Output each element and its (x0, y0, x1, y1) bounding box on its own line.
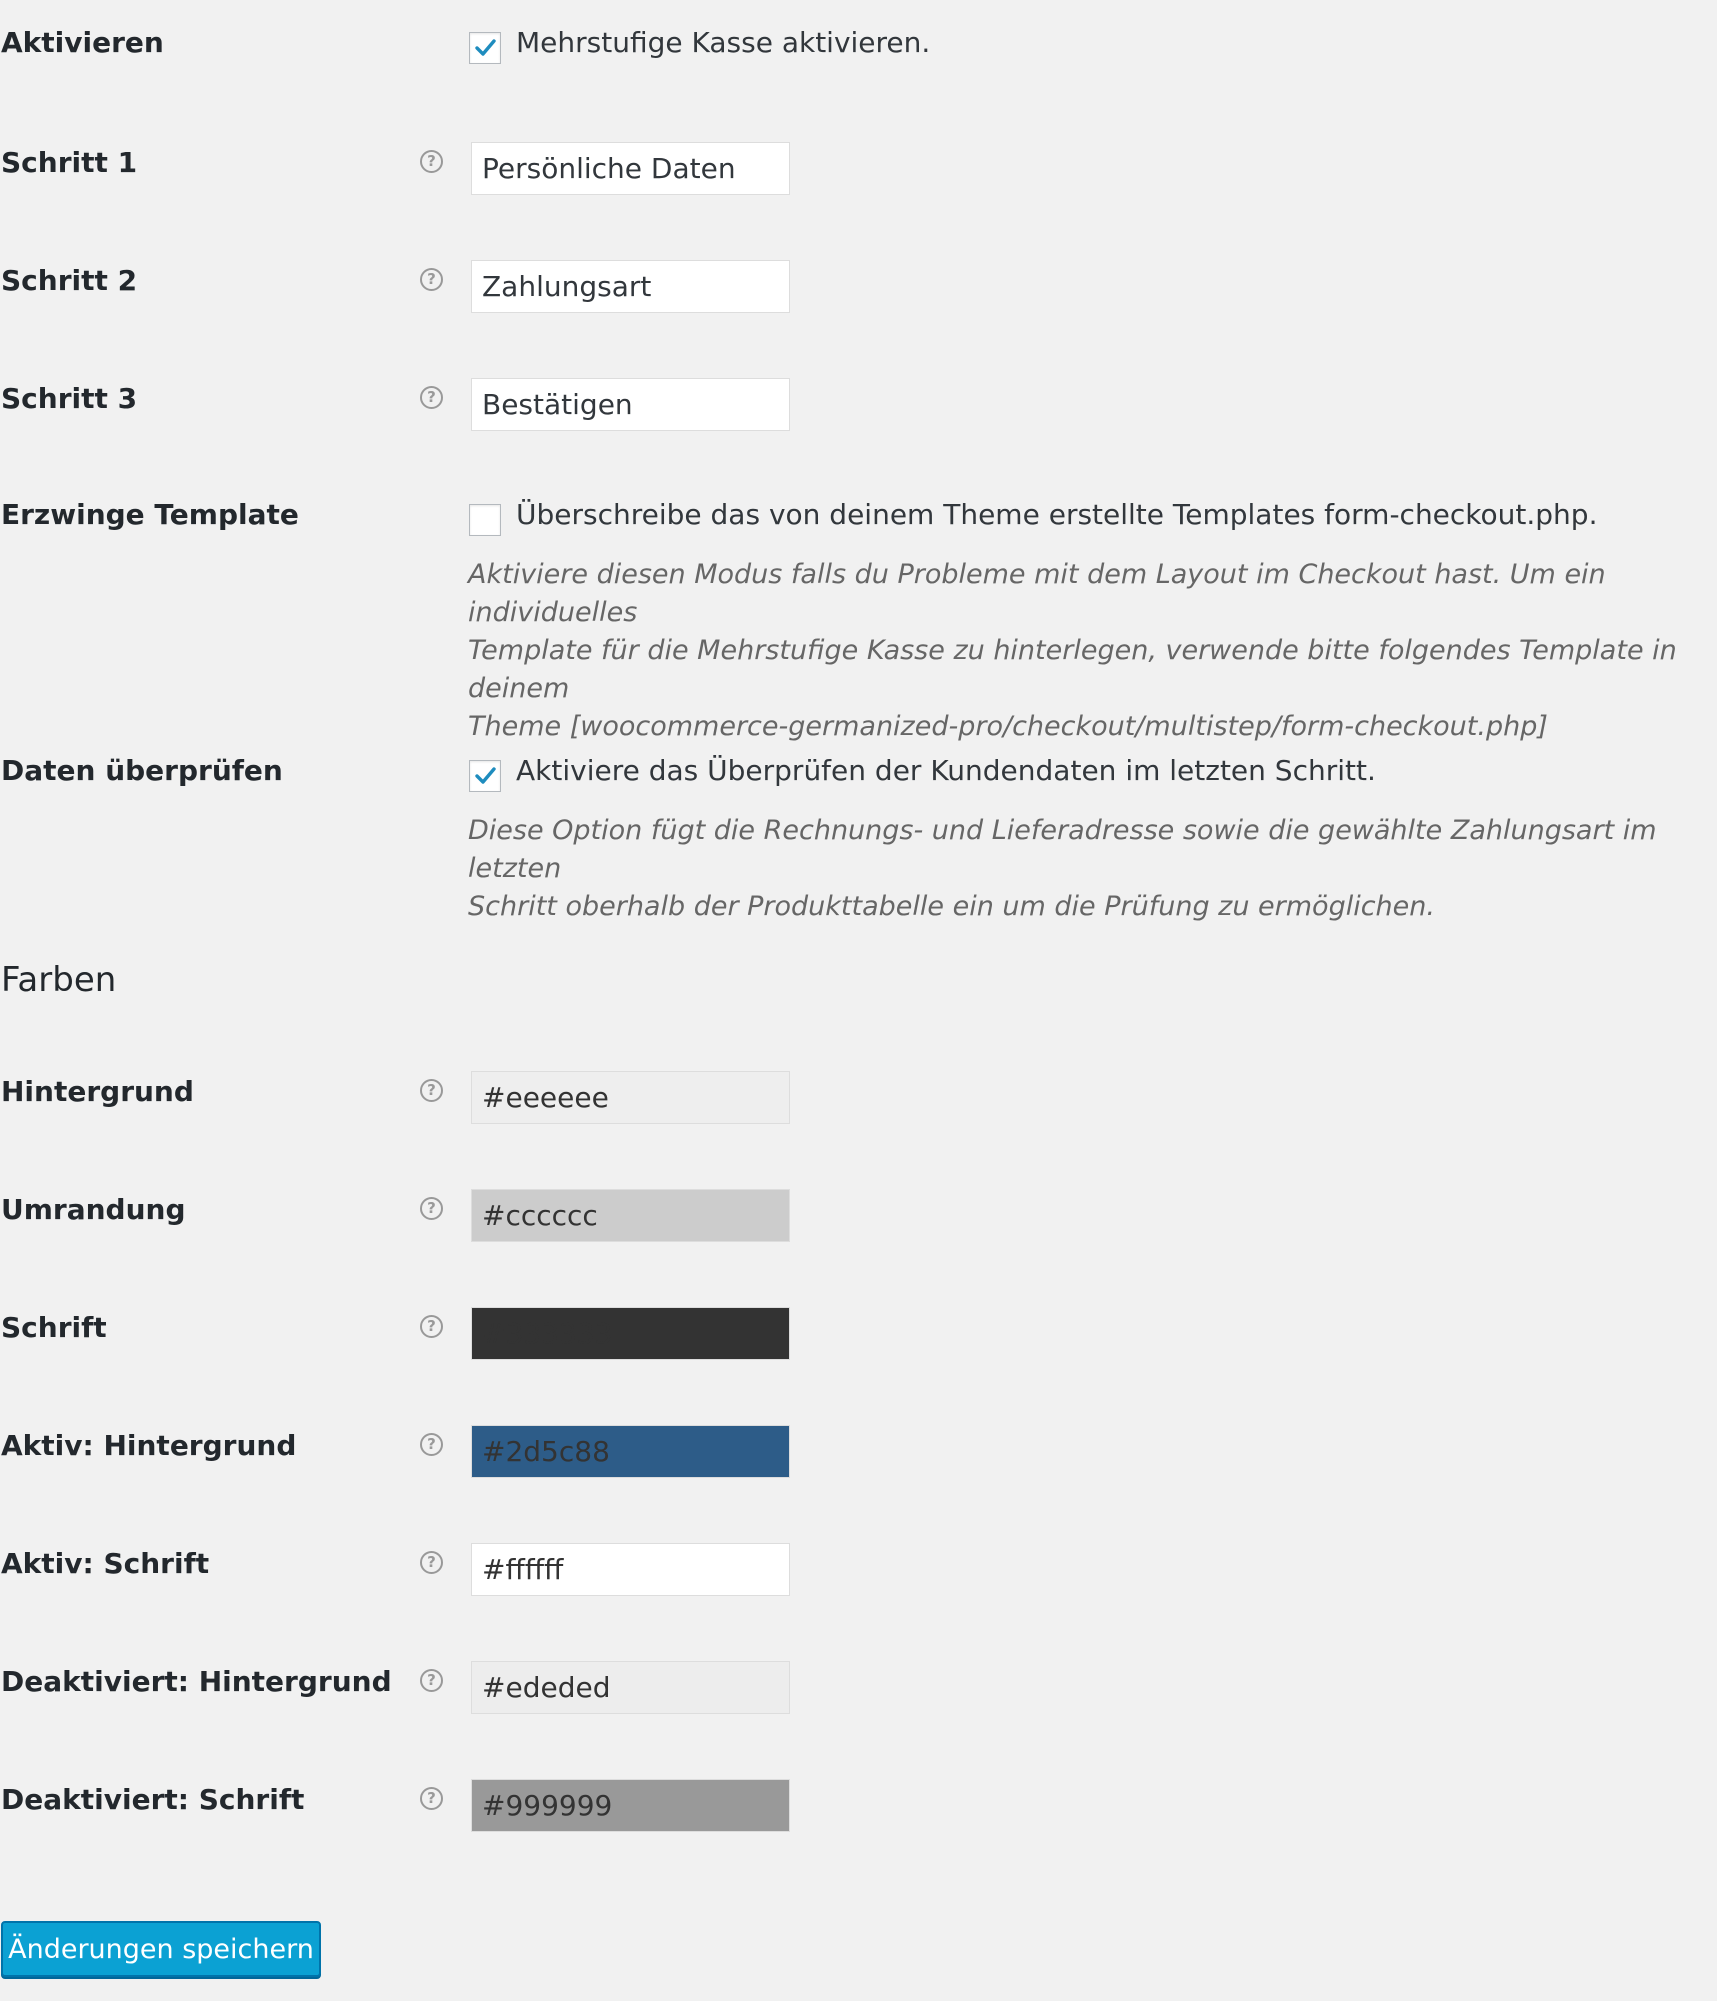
help-icon[interactable]: ? (420, 386, 443, 409)
setting-label: Aktivieren (1, 26, 164, 59)
checkbox-label[interactable]: Mehrstufige Kasse aktivieren. (516, 26, 931, 59)
description-line: Theme [woocommerce-germanized-pro/checkout/multistep/form-checkout.php] (468, 711, 1548, 742)
help-icon[interactable]: ? (420, 1315, 443, 1338)
font-color-input[interactable] (471, 1307, 790, 1360)
setting-label: Erzwinge Template (1, 498, 299, 531)
help-icon[interactable]: ? (420, 1433, 443, 1456)
help-icon[interactable]: ? (420, 1669, 443, 1692)
checkmark-icon (472, 763, 498, 789)
disabled-font-color-input[interactable] (471, 1779, 790, 1832)
save-changes-button[interactable]: Änderungen speichern (1, 1921, 321, 1977)
setting-label: Hintergrund (1, 1075, 194, 1108)
color-row-background (0, 1063, 1717, 1123)
help-icon[interactable]: ? (420, 1787, 443, 1810)
setting-row-step-3 (0, 370, 1717, 430)
help-icon[interactable]: ? (420, 150, 443, 173)
description-line: Diese Option fügt die Rechnungs- und Lieferadresse sowie die gewählte Zahlungsart im letzten (468, 815, 1657, 884)
verify-data-description (468, 812, 1688, 926)
active-background-color-input[interactable] (471, 1425, 790, 1478)
description-line: Aktiviere diesen Modus falls du Probleme mit dem Layout im Checkout hast. Um ein individuelles (468, 559, 1606, 628)
help-icon[interactable]: ? (420, 1079, 443, 1102)
help-icon[interactable]: ? (420, 1551, 443, 1574)
color-row-disabled-font (0, 1771, 1717, 1831)
setting-label: Schritt 2 (1, 264, 138, 297)
color-row-active-font (0, 1535, 1717, 1595)
background-color-input[interactable] (471, 1071, 790, 1124)
active-font-color-input[interactable] (471, 1543, 790, 1596)
help-icon[interactable]: ? (420, 268, 443, 291)
description-line: Schritt oberhalb der Produkttabelle ein um die Prüfung zu ermöglichen. (468, 891, 1435, 922)
force-template-description (468, 556, 1688, 746)
setting-label: Deaktiviert: Schrift (1, 1783, 305, 1816)
border-color-input[interactable] (471, 1189, 790, 1242)
setting-label: Deaktiviert: Hintergrund (1, 1665, 392, 1698)
setting-label: Schrift (1, 1311, 107, 1344)
step-1-input[interactable] (471, 142, 790, 195)
verify-data-checkbox[interactable] (469, 760, 501, 792)
setting-label: Schritt 3 (1, 382, 138, 415)
setting-label: Umrandung (1, 1193, 186, 1226)
setting-row-force-template (0, 496, 1717, 556)
description-line: Template für die Mehrstufige Kasse zu hinterlegen, verwende bitte folgendes Template in deinem (468, 635, 1677, 704)
color-row-active-background (0, 1417, 1717, 1477)
color-row-disabled-background (0, 1653, 1717, 1713)
enable-multistep-checkbox[interactable] (469, 32, 501, 64)
section-title-colors: Farben (1, 960, 117, 1000)
checkbox-label[interactable]: Überschreibe das von deinem Theme erstellte Templates form-checkout.php. (516, 498, 1598, 531)
checkmark-icon (472, 35, 498, 61)
setting-label: Aktiv: Schrift (1, 1547, 210, 1580)
step-2-input[interactable] (471, 260, 790, 313)
step-3-input[interactable] (471, 378, 790, 431)
setting-label: Schritt 1 (1, 146, 138, 179)
checkbox-label[interactable]: Aktiviere das Überprüfen der Kundendaten im letzten Schritt. (516, 754, 1376, 787)
color-row-font (0, 1299, 1717, 1359)
setting-row-step-1 (0, 134, 1717, 194)
setting-label: Aktiv: Hintergrund (1, 1429, 297, 1462)
setting-row-verify-data (0, 752, 1717, 812)
force-template-checkbox[interactable] (469, 504, 501, 536)
color-row-border (0, 1181, 1717, 1241)
setting-row-step-2 (0, 252, 1717, 312)
setting-row-aktivieren (0, 24, 1717, 84)
disabled-background-color-input[interactable] (471, 1661, 790, 1714)
setting-label: Daten überprüfen (1, 754, 283, 787)
help-icon[interactable]: ? (420, 1197, 443, 1220)
